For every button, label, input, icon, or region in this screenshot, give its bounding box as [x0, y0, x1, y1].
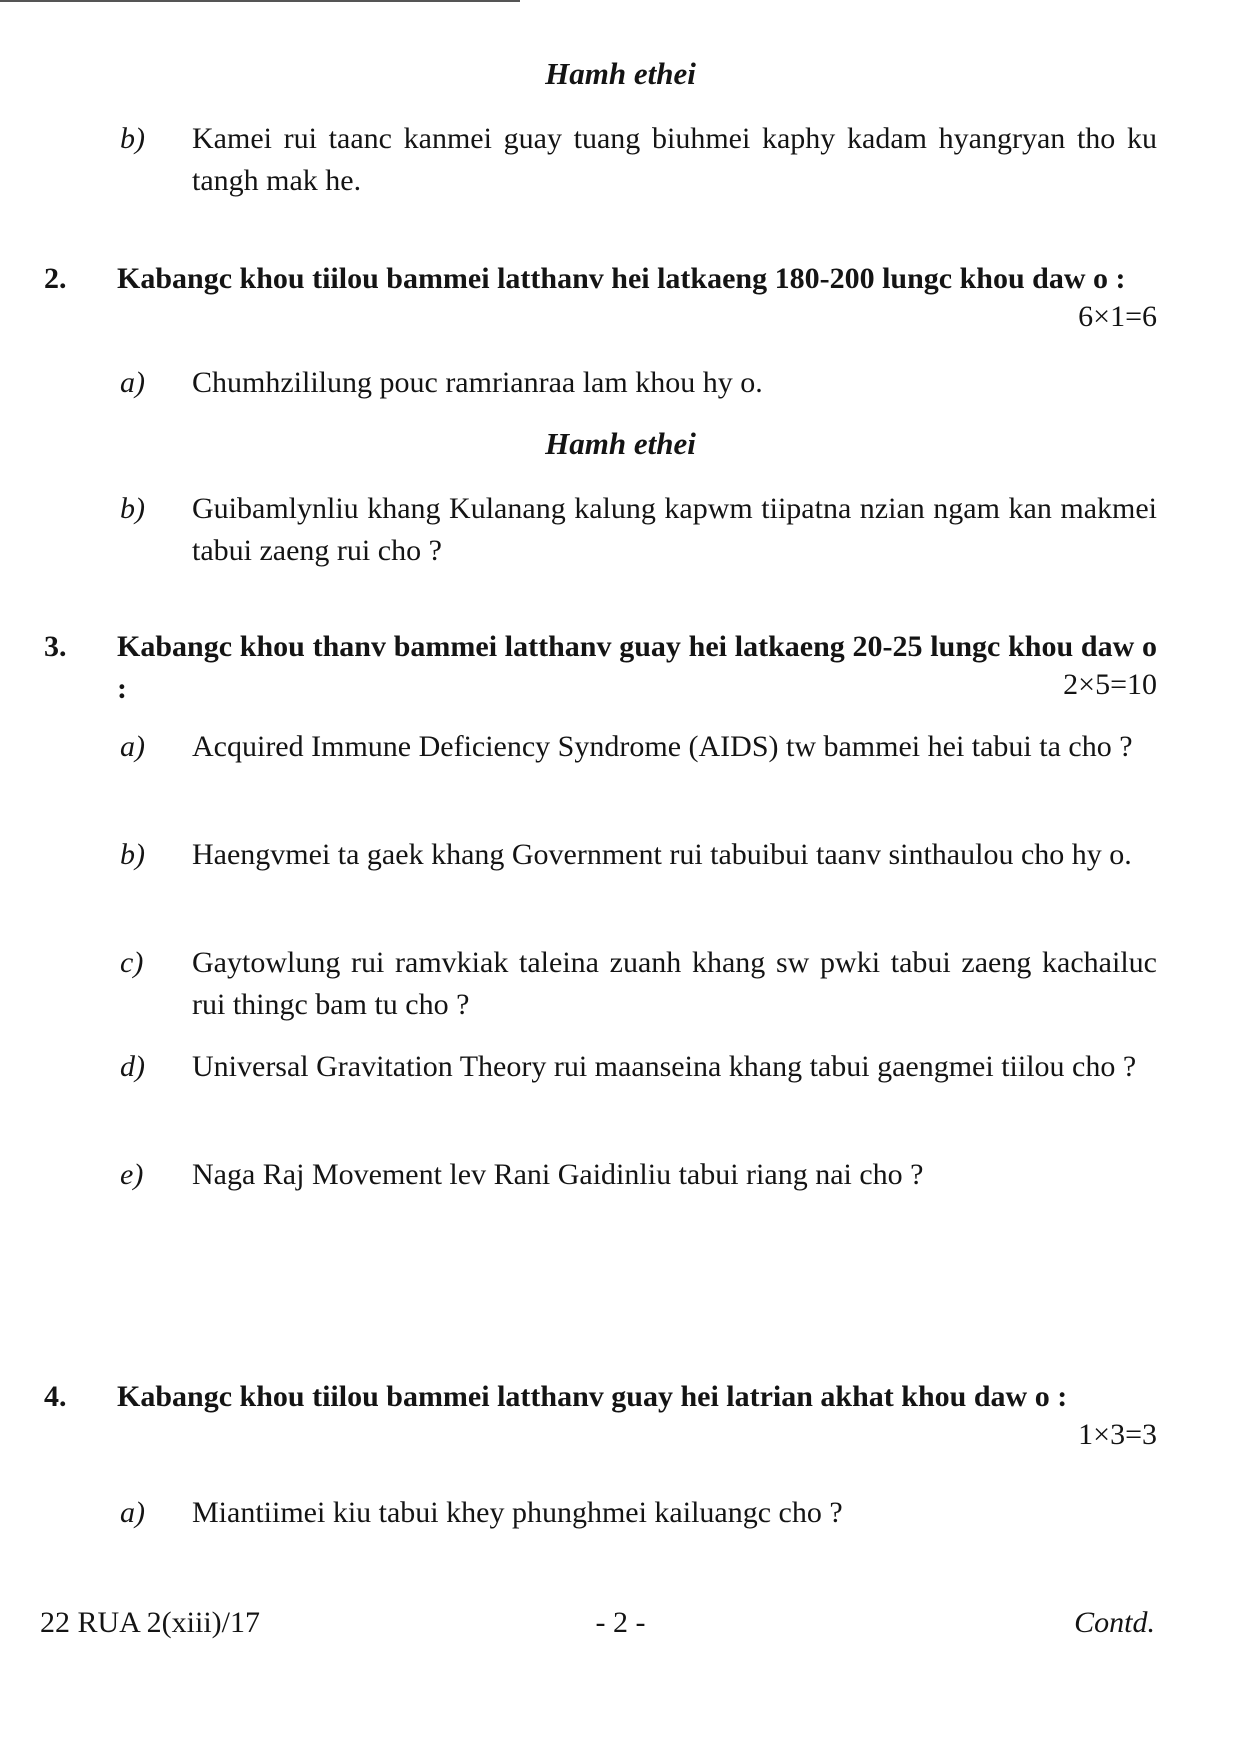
- item-label: a): [120, 730, 145, 763]
- item-text: Naga Raj Movement lev Rani Gaidinliu tabui riang nai cho ?: [192, 1158, 924, 1191]
- item-label: a): [120, 1496, 145, 1529]
- item-label: b): [120, 492, 145, 525]
- question-number: 2.: [44, 262, 67, 295]
- question-marks: 2×5=10: [1063, 668, 1157, 701]
- question-number: 4.: [44, 1380, 67, 1413]
- item-text: Haengvmei ta gaek khang Government rui tabuibui taanv sinthaulou cho hy o.: [192, 838, 1132, 871]
- question-instruction: Kabangc khou tiilou bammei latthanv guay hei latrian akhat khou daw o :: [117, 1380, 1068, 1413]
- item-text: Gaytowlung rui ramvkiak taleina zuanh khang sw pwki tabui zaeng kachailuc rui thingc bam tu cho ?: [192, 946, 1157, 1021]
- question-instruction: Kabangc khou tiilou bammei latthanv hei latkaeng 180-200 lungc khou daw o :: [117, 262, 1126, 295]
- question-marks: 1×3=3: [1078, 1418, 1157, 1451]
- item-label: d): [120, 1050, 145, 1083]
- question-number: 3.: [44, 630, 67, 663]
- item-label: b): [120, 838, 145, 871]
- question-instruction: Kabangc khou thanv bammei latthanv guay hei latkaeng 20-25 lungc khou daw o :: [117, 630, 1157, 705]
- top-rule: [0, 0, 520, 2]
- item-label: a): [120, 366, 145, 399]
- item-text: Miantiimei kiu tabui khey phunghmei kailuangc cho ?: [192, 1496, 843, 1529]
- or-heading: Hamh ethei: [545, 426, 696, 461]
- continued-label: Contd.: [1074, 1606, 1155, 1639]
- item-text: Chumhzililung pouc ramrianraa lam khou hy o.: [192, 366, 763, 399]
- item-text: Kamei rui taanc kanmei guay tuang biuhmei kaphy kadam hyangryan tho ku tangh mak he.: [192, 122, 1157, 197]
- item-label: b): [120, 122, 145, 155]
- item-text: Acquired Immune Deficiency Syndrome (AIDS) tw bammei hei tabui ta cho ?: [192, 730, 1133, 763]
- question-marks: 6×1=6: [1078, 300, 1157, 333]
- or-heading: Hamh ethei: [545, 56, 696, 91]
- item-text: Universal Gravitation Theory rui maanseina khang tabui gaengmei tiilou cho ?: [192, 1050, 1137, 1083]
- item-label: c): [120, 946, 144, 979]
- item-label: e): [120, 1158, 144, 1191]
- paper-code: 22 RUA 2(xiii)/17: [40, 1606, 261, 1639]
- page-number: - 2 -: [595, 1606, 646, 1639]
- item-text: Guibamlynliu khang Kulanang kalung kapwm tiipatna nzian ngam kan makmei tabui zaeng rui cho ?: [192, 492, 1157, 567]
